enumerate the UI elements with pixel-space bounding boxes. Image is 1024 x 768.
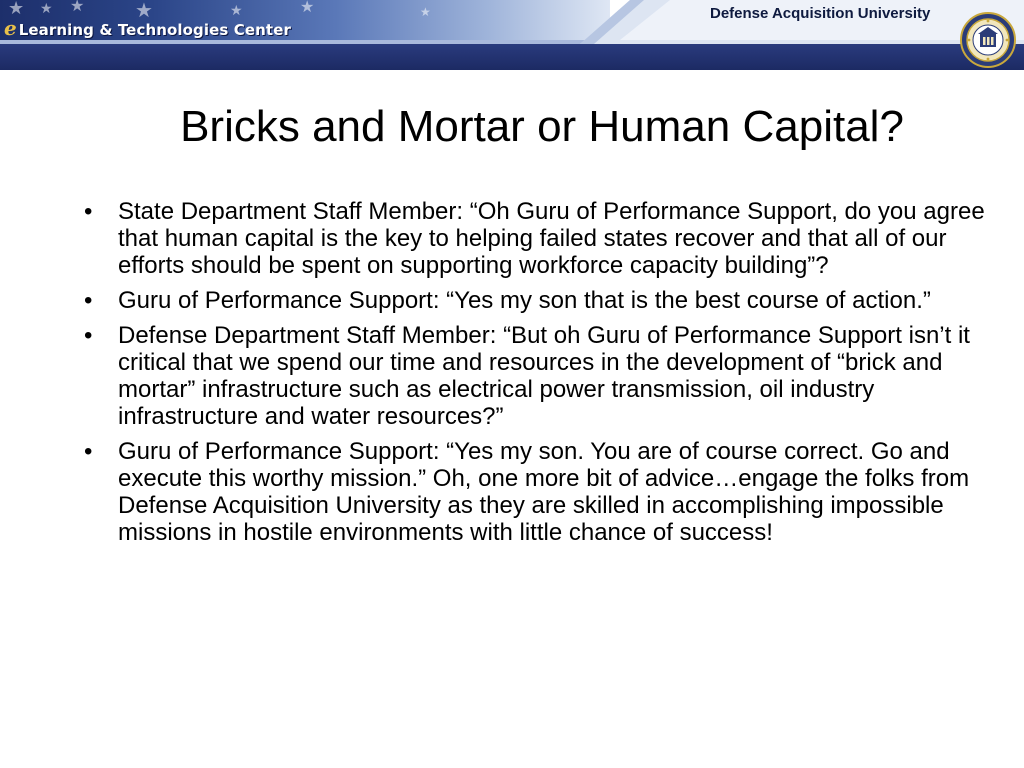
star-icon: ★ <box>300 0 315 16</box>
bullet-dot: • <box>84 438 93 465</box>
star-icon: ★ <box>70 0 85 15</box>
star-icon: ★ <box>420 5 431 19</box>
star-icon: ★ <box>135 0 153 22</box>
logo-text: Learning & Technologies Center <box>18 21 291 39</box>
bullet-text: Guru of Performance Support: “Yes my son that is the best course of action.” <box>118 287 931 314</box>
bullet-dot: • <box>84 287 93 314</box>
bullet-text: Guru of Performance Support: “Yes my son. You are of course correct. Go and execute this worthy mission.” Oh, one more bit of advice…engage the folks from Defense Acquisition University as they are skilled in accomplishing impossible missions in hostile environments with little chance of success! <box>118 438 970 546</box>
organization-name: Defense Acquisition University <box>710 5 931 22</box>
star-icon: ★ <box>230 3 243 19</box>
ltc-logo <box>4 16 291 42</box>
bullet-item <box>72 322 1002 430</box>
logo-letter: e <box>4 16 17 40</box>
bullet-text: Defense Department Staff Member: “But oh Guru of Performance Support isn’t it critical that we spend our time and resources in the development of “brick and mortar” infrastructure such as electrical power transmission, oil industry infrastructure and water resources?” <box>118 322 970 430</box>
bullet-dot: • <box>84 198 93 225</box>
star-icon: ★ <box>8 0 25 19</box>
bullet-text: State Department Staff Member: “Oh Guru of Performance Support, do you agree that human capital is the key to helping failed states recover and that all of our efforts should be spent on supporting workforce capacity building”? <box>118 198 985 279</box>
bullet-item <box>72 198 1002 279</box>
star-icon: ★ <box>40 1 53 17</box>
slide-title: Bricks and Mortar or Human Capital? <box>180 102 904 151</box>
header-banner <box>0 0 1024 70</box>
banner-bar <box>0 44 1024 70</box>
bullet-item <box>72 438 1002 546</box>
bullet-item <box>72 287 1002 314</box>
bullet-dot: • <box>84 322 93 349</box>
bullet-list <box>72 198 1002 554</box>
dau-seal-icon <box>960 12 1016 68</box>
